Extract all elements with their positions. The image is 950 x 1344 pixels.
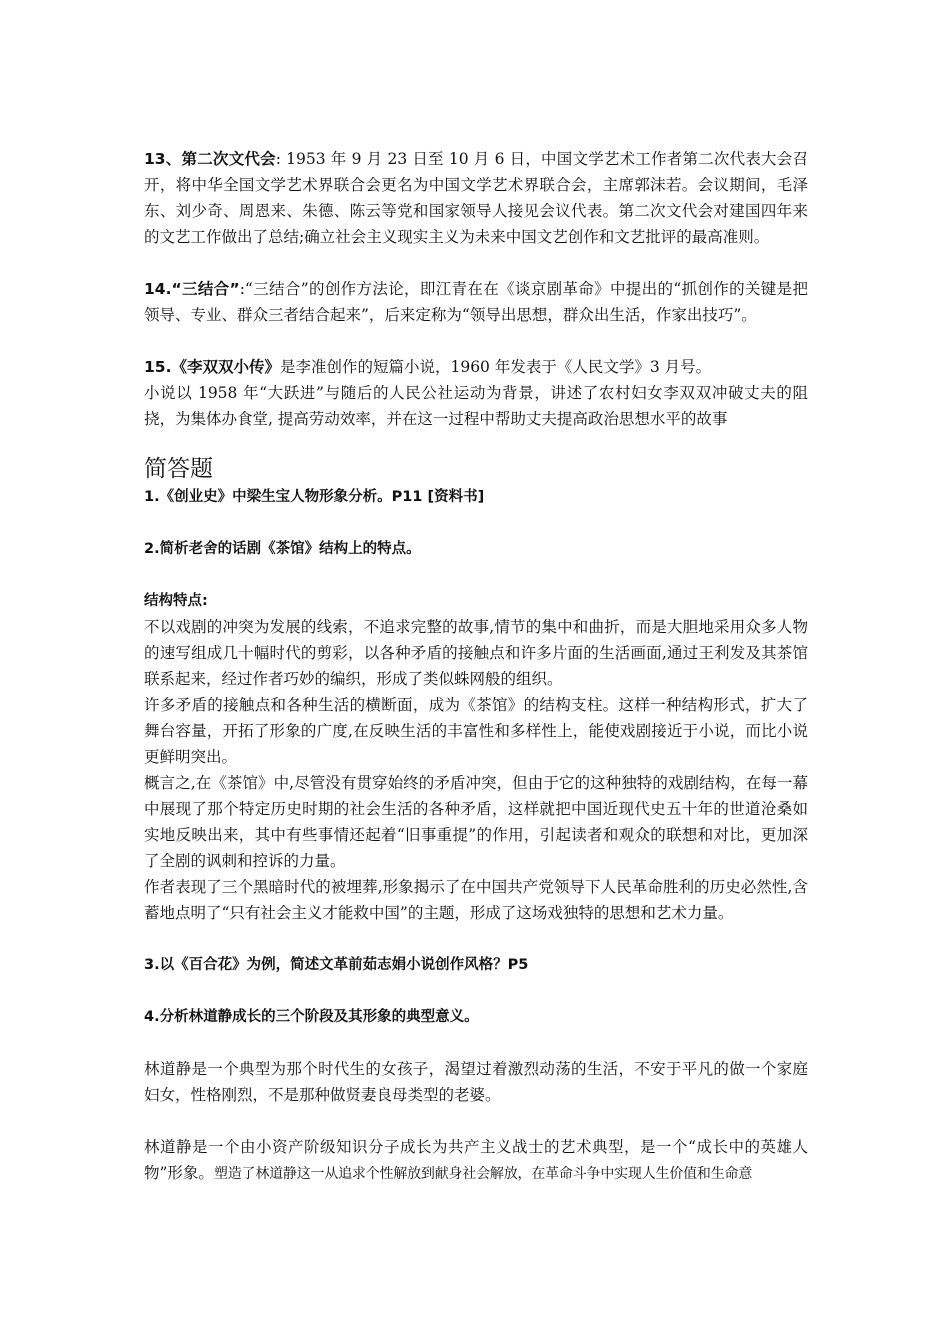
- entry-15-body: 是李准创作的短篇小说，1960 年发表于《人民文学》3 月号。: [279, 358, 712, 376]
- question-4-paragraph-part: 塑造了林道静这一从追求个性解放到献身社会解放，在革命斗争中实现人生价值和生命意: [213, 1166, 753, 1182]
- entry-14-body: :“三结合”的创作方法论，即江青在在《谈京剧革命》中提出的“抓创作的关键是把领导、专业、群众三者结合起来”，后来定称为“领导出思想，群众出生活，作家出技巧”。: [144, 280, 808, 324]
- entry-13: [144, 146, 808, 250]
- entry-13-body: : 1953 年 9 月 23 日至 10 月 6 日，中国文学艺术工作者第二次代表大会召开，将中华全国文学艺术界联合会更名为中国文学艺术界联合会，主席郭沫若。会议期间，毛泽东、刘少奇、周恩来、朱德、陈云等党和国家领导人接见会议代表。第二次文代会对建国四年来的文艺工作做出了总结;确立社会主义现实主义为未来中国文艺创作和文艺批评的最高准则。: [144, 150, 808, 246]
- question-2-paragraph: 不以戏剧的冲突为发展的线索，不追求完整的故事,情节的集中和曲折，而是大胆地采用众多人物的速写组成几十幅时代的剪彩，以各种矛盾的接触点和许多片面的生活画面,通过王利发及其茶馆联系起来，经过作者巧妙的编织，形成了类似蛛网般的组织。: [144, 618, 808, 688]
- question-3: 3.以《百合花》为例，简述文革前茹志娟小说创作风格？P5: [144, 957, 529, 973]
- question-2-paragraph: 作者表现了三个黑暗时代的被埋葬,形象揭示了在中国共产党领导下人民革命胜利的历史必然性,含蓄地点明了“只有社会主义才能救中国”的主题，形成了这场戏独特的思想和艺术力量。: [144, 878, 808, 922]
- entry-15-body-2: 小说以 1958 年“大跃进”与随后的人民公社运动为背景，讲述了农村妇女李双双冲破丈夫的阻挠，为集体办食堂, 提高劳动效率，并在这一过程中帮助丈夫提高政治思想水平的故事: [144, 384, 808, 428]
- question-1: 1.《创业史》中梁生宝人物形象分析。P11 [资料书]: [144, 489, 485, 505]
- question-4: 4.分析林道静成长的三个阶段及其形象的典型意义。: [144, 1009, 479, 1025]
- question-2-paragraph: 许多矛盾的接触点和各种生活的横断面，成为《茶馆》的结构支柱。这样一种结构形式，扩大了舞台容量，开拓了形象的广度,在反映生活的丰富性和多样性上，能使戏剧接近于小说，而比小说更鲜明突出。: [144, 696, 808, 766]
- entry-13-term: 13、第二次文代会: [144, 150, 276, 168]
- question-4-paragraph-part: 林道静是一个由小资产阶级知识分子成长为共产主义战士的艺术典型，是一个“成长中的英雄人物”形象。: [144, 1138, 808, 1182]
- entry-14-term: 14.“三结合”: [144, 280, 240, 298]
- question-4-paragraph: 林道静是一个典型为那个时代生的女孩子，渴望过着激烈动荡的生活，不安于平凡的做一个家庭妇女，性格刚烈，不是那种做贤妻良母类型的老婆。: [144, 1060, 808, 1104]
- question-2: 2.简析老舍的话剧《茶馆》结构上的特点。: [144, 541, 421, 557]
- question-4-paragraph: [144, 1134, 808, 1187]
- document-page: [144, 146, 808, 1187]
- entry-14: [144, 276, 808, 328]
- question-2-paragraph: 概言之,在《茶馆》中,尽管没有贯穿始终的矛盾冲突，但由于它的这种独特的戏剧结构，在每一幕中展现了那个特定历史时期的社会生活的各种矛盾，这样就把中国近现代史五十年的世道沧桑如实地反映出来，其中有些事情还起着“旧事重提”的作用，引起读者和观众的联想和对比，更加深了全剧的讽刺和控诉的力量。: [144, 774, 808, 870]
- entry-15-term: 15.《李双双小传》: [144, 358, 280, 376]
- entry-15: [144, 354, 808, 380]
- question-2-subhead: 结构特点:: [144, 593, 208, 609]
- section-title: 简答题: [144, 456, 213, 482]
